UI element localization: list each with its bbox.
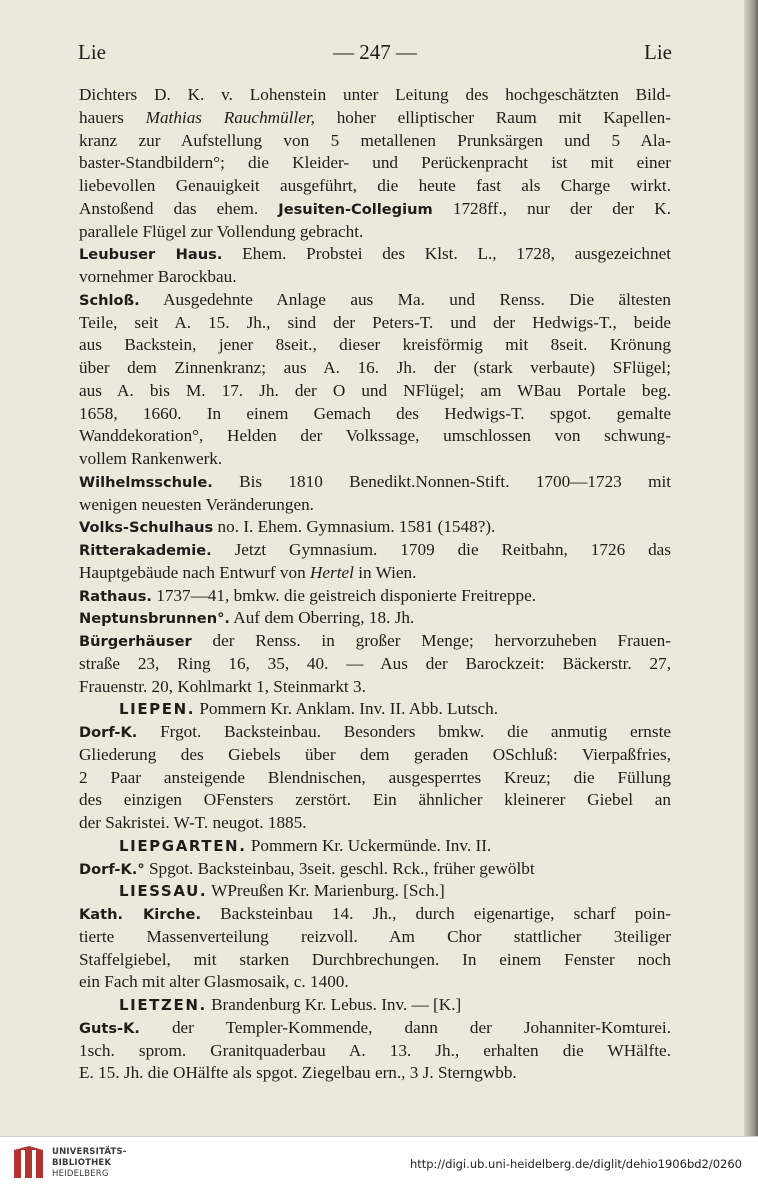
text-line — [79, 312, 671, 335]
text-run: aus A. bis M. 17. Jh. der O und NFlügel; am WBau Portale beg. — [79, 380, 671, 400]
text-line — [79, 1062, 671, 1085]
text-line — [79, 516, 671, 539]
text-run: Backsteinbau 14. Jh., durch eigenartige, scharf poin- — [201, 904, 671, 923]
text-run: Jetzt Gymnasium. 1709 die Reitbahn, 1726 das — [211, 540, 671, 559]
text-line — [79, 357, 671, 380]
text-run: der Renss. in großer Menge; hervorzuheben Frauen- — [191, 631, 671, 650]
page-edge-shadow — [744, 0, 758, 1136]
text-line — [79, 289, 671, 312]
text-run: Wanddekoration°, Helden der Volkssage, umschlossen von schwung- — [79, 426, 671, 446]
text-line — [79, 84, 671, 107]
text-line — [79, 630, 671, 653]
text-line — [79, 858, 671, 881]
text-line — [79, 175, 671, 198]
entry-keyword: Wilhelmsschule. — [79, 473, 213, 491]
page-number: — 247 — — [333, 40, 417, 64]
text-run: der Templer-Kommende, dann der Johanniter-Komturei. — [139, 1017, 671, 1037]
text-run: baster-Standbildern°; die Kleider- und Perückenpracht ist mit einer — [79, 153, 671, 173]
entry-keyword: Jesuiten-Collegium — [278, 200, 433, 218]
text-line — [79, 676, 671, 699]
text-line — [79, 994, 671, 1017]
text-line — [79, 403, 671, 426]
entry-keyword: Dorf-K. — [79, 724, 138, 741]
entry-keyword: Kath. Kirche. — [79, 906, 201, 923]
text-run: Gliederung des Giebels über dem geraden OSchluß: Vierpaßfries, — [79, 744, 671, 764]
header-right-keyword: Lie — [644, 40, 672, 64]
text-line — [79, 221, 671, 244]
entry-keyword: Schloß. — [79, 291, 140, 309]
text-run: des einzigen OFensters zerstört. Ein ähnlicher kleinerer Giebel an — [79, 790, 671, 810]
text-run: über dem Zinnenkranz; aus A. 16. Jh. der (stark verbaute) SFlügel; — [79, 358, 671, 377]
text-line — [79, 1017, 671, 1040]
text-line — [79, 971, 671, 994]
text-line — [79, 107, 671, 130]
text-run: der Sakristei. W-T. neugot. 1885. — [79, 813, 307, 832]
text-run: vollem Rankenwerk. — [79, 449, 223, 468]
text-run: Hauptgebäude nach Entwurf von — [79, 562, 310, 582]
body-text — [79, 84, 671, 1085]
header-left-keyword: Lie — [78, 40, 106, 64]
library-name-line1: UNIVERSITÄTS- — [52, 1147, 127, 1157]
text-line — [79, 539, 671, 562]
text-run: 1728ff., nur der der K. — [432, 198, 671, 218]
text-line — [79, 198, 671, 221]
text-run: Spgot. Backsteinbau, 3seit. geschl. Rck., früher gewölbt — [144, 858, 535, 878]
text-run: WPreußen Kr. Marienburg. [Sch.] — [207, 881, 445, 901]
text-line — [79, 130, 671, 153]
text-line — [79, 926, 671, 949]
text-line — [79, 334, 671, 357]
place-heading: LIETZEN. — [119, 996, 207, 1014]
text-run: Auf dem Oberring, 18. Jh. — [229, 608, 415, 628]
university-library-logo-icon — [12, 1146, 46, 1182]
text-line — [79, 903, 671, 926]
text-run: parallele Flügel zur Vollendung gebracht. — [79, 221, 364, 241]
entry-keyword: Dorf-K.° — [79, 860, 145, 878]
entry-keyword: Bürgerhäuser — [79, 633, 192, 650]
entry-keyword: Neptunsbrunnen°. — [79, 610, 230, 628]
entry-keyword: Rathaus. — [79, 587, 152, 605]
text-run: wenigen neuesten Veränderungen. — [79, 494, 314, 514]
text-line — [79, 425, 671, 448]
text-run: Ausgedehnte Anlage aus Ma. und Renss. Die ältesten — [139, 289, 671, 309]
text-run: Anstoßend das ehem. — [79, 198, 279, 218]
text-line — [79, 585, 671, 608]
text-run: Brandenburg Kr. Lebus. Inv. — [K.] — [206, 995, 462, 1014]
text-run: hoher elliptischer Raum mit Kapellen- — [314, 107, 671, 127]
text-run: hauers — [79, 107, 146, 127]
permalink-url[interactable]: http://digi.ub.uni-heidelberg.de/diglit/dehio1906bd2/0260 — [409, 1157, 742, 1171]
library-name-line3: HEIDELBERG — [52, 1169, 109, 1179]
text-run: ein Fach mit alter Glasmosaik, c. 1400. — [79, 972, 349, 992]
footer-bar — [0, 1136, 758, 1191]
text-line — [79, 562, 671, 585]
text-line — [79, 653, 671, 676]
entry-keyword: Ritterakademie. — [79, 542, 212, 559]
text-run: Bis 1810 Benedikt.Nonnen-Stift. 1700—1723 mit — [212, 471, 671, 491]
text-line — [79, 880, 671, 903]
text-line — [79, 152, 671, 175]
text-run: vornehmer Barockbau. — [79, 267, 237, 286]
text-run: Pommern Kr. Uckermünde. Inv. II. — [246, 835, 492, 855]
text-line — [79, 835, 671, 858]
text-run: 1658, 1660. In einem Gemach des Hedwigs-T. spgot. gemalte — [79, 403, 671, 423]
text-run: no. I. Ehem. Gymnasium. 1581 (1548?). — [213, 517, 496, 537]
library-name — [52, 1147, 127, 1180]
text-run: Pommern Kr. Anklam. Inv. II. Abb. Lutsch. — [195, 699, 499, 719]
text-run: kranz zur Aufstellung von 5 metallenen Prunksärgen und 5 Ala- — [79, 130, 671, 150]
text-run: Frgot. Backsteinbau. Besonders bmkw. die anmutig ernste — [137, 722, 671, 741]
place-heading: LIESSAU. — [119, 882, 208, 901]
text-run: 1sch. sprom. Granitquaderbau A. 13. Jh., erhalten die WHälfte. — [79, 1040, 671, 1060]
text-line — [79, 448, 671, 471]
text-line — [79, 698, 671, 721]
text-run: Ehem. Probstei des Klst. L., 1728, ausgezeichnet — [222, 244, 671, 264]
text-run: in Wien. — [353, 562, 417, 582]
entry-keyword: Leubuser Haus. — [79, 246, 223, 264]
text-run: 2 Paar ansteigende Blendnischen, ausgesperrtes Kreuz; die Füllung — [79, 767, 671, 787]
text-run: 1737—41, bmkw. die geistreich disponierte Freitreppe. — [151, 585, 537, 605]
artist-name: Hertel — [310, 562, 354, 582]
text-line — [79, 471, 671, 494]
artist-name: Mathias Rauchmüller, — [145, 107, 315, 127]
text-line — [79, 494, 671, 517]
text-line — [79, 380, 671, 403]
text-line — [79, 607, 671, 630]
text-line — [79, 744, 671, 767]
text-line — [79, 243, 671, 266]
text-run: aus Backstein, jener 8seit., dieser kreisförmig mit 8seit. Krönung — [79, 335, 671, 355]
text-run: straße 23, Ring 16, 35, 40. — Aus der Barockzeit: Bäckerstr. 27, — [79, 653, 671, 673]
entry-keyword: Guts-K. — [79, 1019, 140, 1037]
entry-keyword: Volks-Schulhaus — [79, 519, 214, 537]
text-line — [79, 1040, 671, 1063]
library-name-line2: BIBLIOTHEK — [52, 1158, 112, 1168]
text-run: Staffelgiebel, mit starken Durchbrechungen. In einem Fenster noch — [79, 949, 671, 969]
text-line — [79, 789, 671, 812]
text-line — [79, 812, 671, 835]
text-run: tierte Massenverteilung reizvoll. Am Chor stattlicher 3teiliger — [79, 926, 671, 946]
text-run: E. 15. Jh. die OHälfte als spgot. Ziegelbau ern., 3 J. Sterngwbb. — [79, 1063, 517, 1083]
running-head — [78, 40, 672, 70]
place-heading: LIEPGARTEN. — [119, 836, 247, 855]
text-run: liebevollen Genauigkeit ausgeführt, die heute fast als Charge wirkt. — [79, 176, 671, 195]
text-run: Frauenstr. 20, Kohlmarkt 1, Steinmarkt 3. — [79, 676, 366, 696]
text-line — [79, 721, 671, 744]
text-line — [79, 767, 671, 790]
text-run: Teile, seit A. 15. Jh., sind der Peters-T. und der Hedwigs-T., beide — [79, 312, 671, 332]
text-line — [79, 949, 671, 972]
text-run: Dichters D. K. v. Lohenstein unter Leitung des hochgeschätzten Bild- — [79, 85, 671, 104]
place-heading: LIEPEN. — [119, 700, 196, 719]
text-line — [79, 266, 671, 289]
